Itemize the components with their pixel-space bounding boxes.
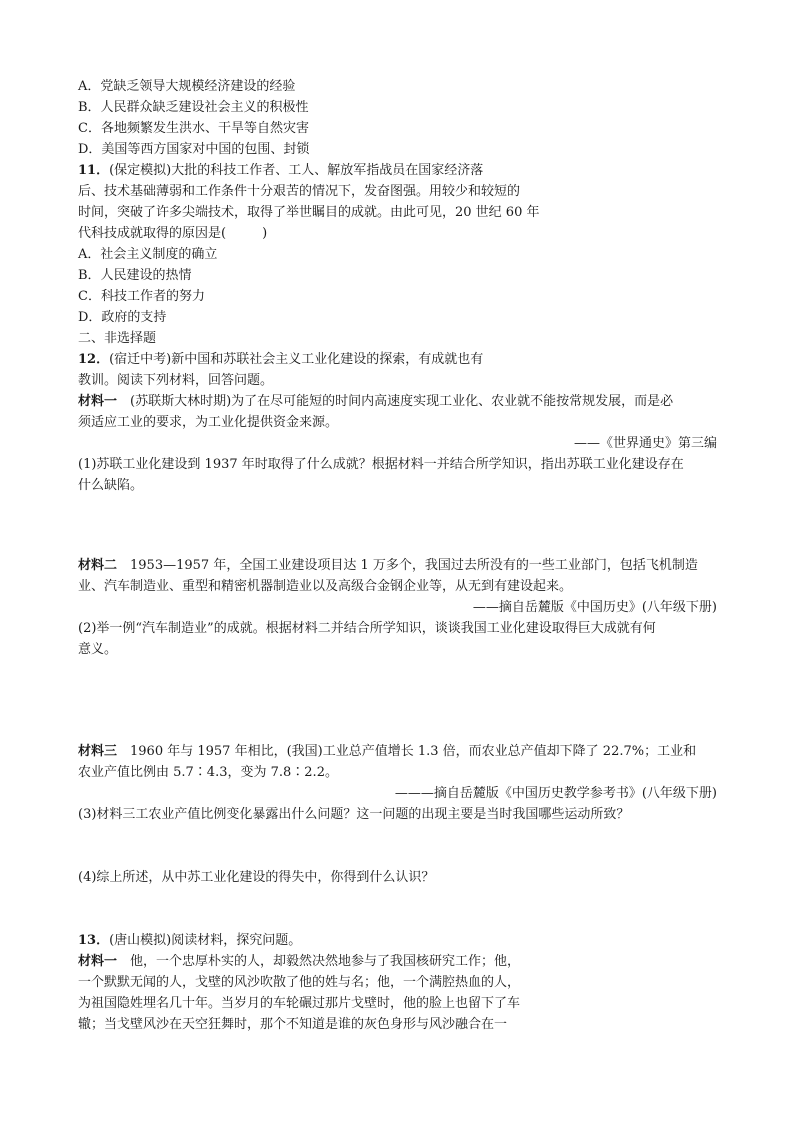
material-2-label: 材料二 xyxy=(78,558,118,573)
q12-sub-4: (4)综上所述，从中苏工业化建设的得失中，你得到什么认识？ xyxy=(78,870,435,885)
q11-number: 11． xyxy=(78,163,110,178)
q11-stem-line-3: 时间，突破了许多尖端技术，取得了举世瞩目的成就。由此可见，20 世纪 60 年 xyxy=(78,205,540,220)
q13-material-1-line-1: 材料一 他，一个忠厚朴实的人，却毅然决然地参与了我国核研究工作；他， xyxy=(78,954,521,969)
q12-material-3-source: ———摘自岳麓版《中国历史教学参考书》(八年级下册) xyxy=(394,786,717,801)
q12-material-3-line-1: 材料三 1960 年与 1957 年相比，(我国)工业总产值增长 1.3 倍，而农业总产值却下降了 22.7%；工业和 xyxy=(78,744,697,759)
q13-stem: 13．(唐山模拟)阅读材料，探究问题。 xyxy=(78,933,302,948)
q10-option-d: D．美国等西方国家对中国的包围、封锁 xyxy=(78,142,310,157)
q13-material-1-label: 材料一 xyxy=(78,954,118,969)
q12-material-2-line-1: 材料二 1953—1957 年，全国工业建设项目达 1 万多个，我国过去所没有的一些工业部门，包括飞机制造 xyxy=(78,558,698,573)
q12-sub-1-line-2: 什么缺陷。 xyxy=(78,478,144,493)
q13-material-1-line-3: 为祖国隐姓埋名几十年。当岁月的车轮碾过那片戈壁时，他的脸上也留下了车 xyxy=(78,996,521,1011)
q13-material-1-line-2: 一个默默无闻的人，戈壁的风沙吹散了他的姓与名；他，一个满腔热血的人， xyxy=(78,975,521,990)
q11-option-c: C．科技工作者的努力 xyxy=(78,289,205,304)
q12-stem-line-1: 12．(宿迁中考)新中国和苏联社会主义工业化建设的探索，有成就也有 xyxy=(78,352,484,367)
q12-sub-2-line-1: (2)举一例“汽车制造业”的成就。根据材料二并结合所学知识，谈谈我国工业化建设取得巨大成就有何 xyxy=(78,621,656,636)
q10-option-a: A．党缺乏领导大规模经济建设的经验 xyxy=(78,79,296,94)
q10-option-c: C．各地频繁发生洪水、干旱等自然灾害 xyxy=(78,121,309,136)
q11-stem-line-1: 11．(保定模拟)大批的科技工作者、工人、解放军指战员在国家经济落 xyxy=(78,163,484,178)
q12-material-2-source: ——摘自岳麓版《中国历史》(八年级下册) xyxy=(472,600,717,615)
q12-material-2-line-2: 业、汽车制造业、重型和精密机器制造业以及高级合金钢企业等，从无到有建设起来。 xyxy=(78,579,573,594)
q13-number: 13． xyxy=(78,933,110,948)
q12-sub-1-line-1: (1)苏联工业化建设到 1937 年时取得了什么成就？根据材料一并结合所学知识，指出苏联工业化建设存在 xyxy=(78,457,684,472)
q12-sub-2-line-2: 意义。 xyxy=(78,642,118,657)
q11-stem-line-2: 后、技术基础薄弱和工作条件十分艰苦的情况下，发奋图强。用较少和较短的 xyxy=(78,184,521,199)
q11-option-d: D．政府的支持 xyxy=(78,310,167,325)
section-heading: 二、非选择题 xyxy=(78,331,157,346)
q12-material-1-line-1: 材料一 (苏联斯大林时期)为了在尽可能短的时间内高速度实现工业化、农业就不能按常规发展，而是必 xyxy=(78,394,674,409)
q12-sub-3: (3)材料三工农业产值比例变化暴露出什么问题？这一问题的出现主要是当时我国哪些运动所致？ xyxy=(78,807,630,822)
q12-number: 12． xyxy=(78,352,110,367)
q11-option-b: B．人民建设的热情 xyxy=(78,268,192,283)
q12-material-1-line-2: 须适应工业的要求，为工业化提供资金来源。 xyxy=(78,415,339,430)
q11-stem-line-4: 代科技成就取得的原因是( ) xyxy=(78,226,268,241)
q11-option-a: A．社会主义制度的确立 xyxy=(78,247,218,262)
q12-material-3-line-2: 农业产值比例由 5.7∶4.3，变为 7.8∶2.2。 xyxy=(78,765,338,780)
q10-option-b: B．人民群众缺乏建设社会主义的积极性 xyxy=(78,100,309,115)
material-1-label: 材料一 xyxy=(78,394,118,409)
material-3-label: 材料三 xyxy=(78,744,118,759)
q12-stem-line-2: 教训。阅读下列材料，回答问题。 xyxy=(78,373,274,388)
q13-material-1-line-4: 辙；当戈壁风沙在天空狂舞时，那个不知道是谁的灰色身形与风沙融合在一 xyxy=(78,1017,508,1032)
q12-material-1-source: ——《世界通史》第三编 xyxy=(573,436,717,451)
